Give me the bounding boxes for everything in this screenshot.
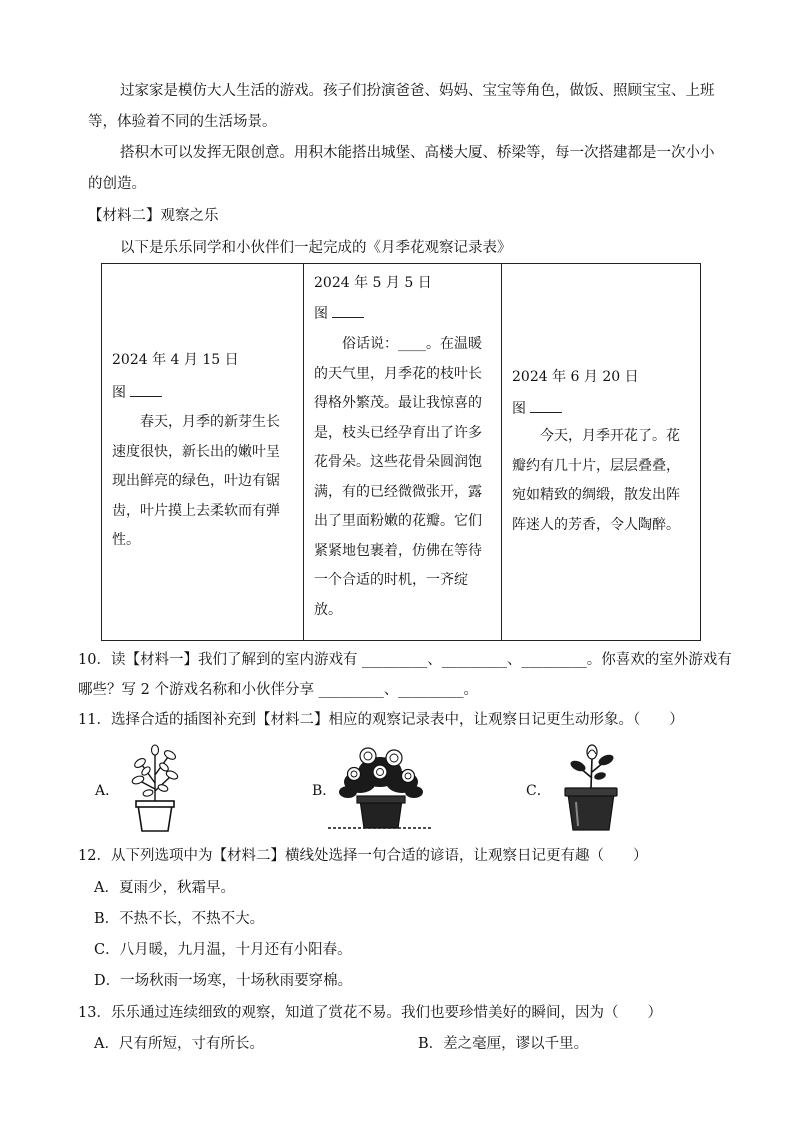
table-cell-june [502, 264, 700, 640]
cell-date: 2024 年 4 月 15 日 [112, 352, 239, 368]
q11-option-a-label[interactable]: A． [95, 783, 120, 799]
q13-option-a[interactable]: A．尺有所短，寸有所长。 [94, 1036, 264, 1052]
q13-option-b[interactable]: B．差之毫厘，谬以千里。 [418, 1036, 589, 1052]
figure-blank-line [332, 303, 364, 318]
figure-blank[interactable] [314, 303, 364, 323]
figure-blank[interactable] [512, 398, 562, 418]
q12-option-d[interactable]: D．一场秋雨一场寒，十场秋雨要穿棉。 [94, 973, 353, 989]
cell-text: 今天，月季开花了。花瓣约有几十片，层层叠叠，宛如精致的绸缎，散发出阵阵迷人的芳香，令人陶醉。 [512, 428, 680, 533]
material1-paragraph-blocks: 搭积木可以发挥无限创意。用积木能搭出城堡、高楼大厦、桥梁等，每一次搭建都是一次小小的创造。 [88, 145, 715, 192]
q12-option-b[interactable]: B．不热不长，不热不大。 [94, 911, 265, 927]
cell-text: 春天，月季的新芽生长速度很快，新长出的嫩叶呈现出鲜亮的绿色，叶边有锯齿，叶片摸上去柔软而有弹性。 [112, 414, 280, 548]
question-10-line2: 哪些？写 2 个游戏名称和小伙伴分享 _________、_________。 [78, 682, 479, 698]
cell-date: 2024 年 5 月 5 日 [314, 275, 432, 291]
figure-label: 图 [512, 401, 526, 417]
question-13-stem: 13．乐乐通过连续细致的观察，知道了赏花不易。我们也要珍惜美好的瞬间，因为（ ） [78, 1005, 662, 1021]
q12-option-a[interactable]: A．夏雨少，秋霜早。 [94, 880, 235, 896]
material1-paragraph-playhouse: 过家家是模仿大人生活的游戏。孩子们扮演爸爸、妈妈、宝宝等角色，做饭、照顾宝宝、上班等，体验着不同的生活场景。 [88, 83, 715, 130]
rose-bud-pot-icon[interactable] [556, 742, 626, 834]
rose-blooming-pot-icon[interactable] [320, 742, 440, 834]
material2-heading: 【材料二】观察之乐 [88, 208, 219, 224]
question-11-stem: 11．选择合适的插图补充到【材料二】相应的观察记录表中，让观察日记更生动形象。（ ） [78, 712, 684, 728]
question-12-stem: 12．从下列选项中为【材料二】横线处选择一句合适的谚语，让观察日记更有趣（ ） [78, 848, 648, 864]
table-cell-may [304, 264, 502, 640]
figure-blank[interactable] [112, 382, 162, 402]
figure-blank-line [130, 382, 162, 397]
cell-text: 俗话说：____。在温暖的天气里，月季花的枝叶长得格外繁茂。最让我惊喜的是，枝头已经孕育出了许多花骨朵。这些花骨朵圆润饱满，有的已经微微张开，露出了里面粉嫩的花瓣。它们紧紧地包裹着，仿佛在等待一个合适的时机，一齐绽放。 [314, 336, 482, 618]
q12-option-c[interactable]: C．八月暖，九月温，十月还有小阳春。 [94, 942, 352, 958]
q11-option-c-label[interactable]: C． [526, 783, 551, 799]
figure-blank-line [530, 398, 562, 413]
rose-seedling-pot-icon[interactable] [120, 743, 190, 835]
cell-date: 2024 年 6 月 20 日 [512, 369, 639, 385]
figure-label: 图 [112, 385, 126, 401]
table-cell-april [102, 264, 304, 640]
question-10-line1: 10．读【材料一】我们了解到的室内游戏有 _________、_________、_________。你喜欢的室外游戏有 [78, 652, 732, 668]
material2-intro: 以下是乐乐同学和小伙伴们一起完成的《月季花观察记录表》 [120, 240, 512, 256]
observation-table [101, 263, 701, 641]
q11-option-b-label[interactable]: B． [312, 783, 337, 799]
figure-label: 图 [314, 306, 328, 322]
